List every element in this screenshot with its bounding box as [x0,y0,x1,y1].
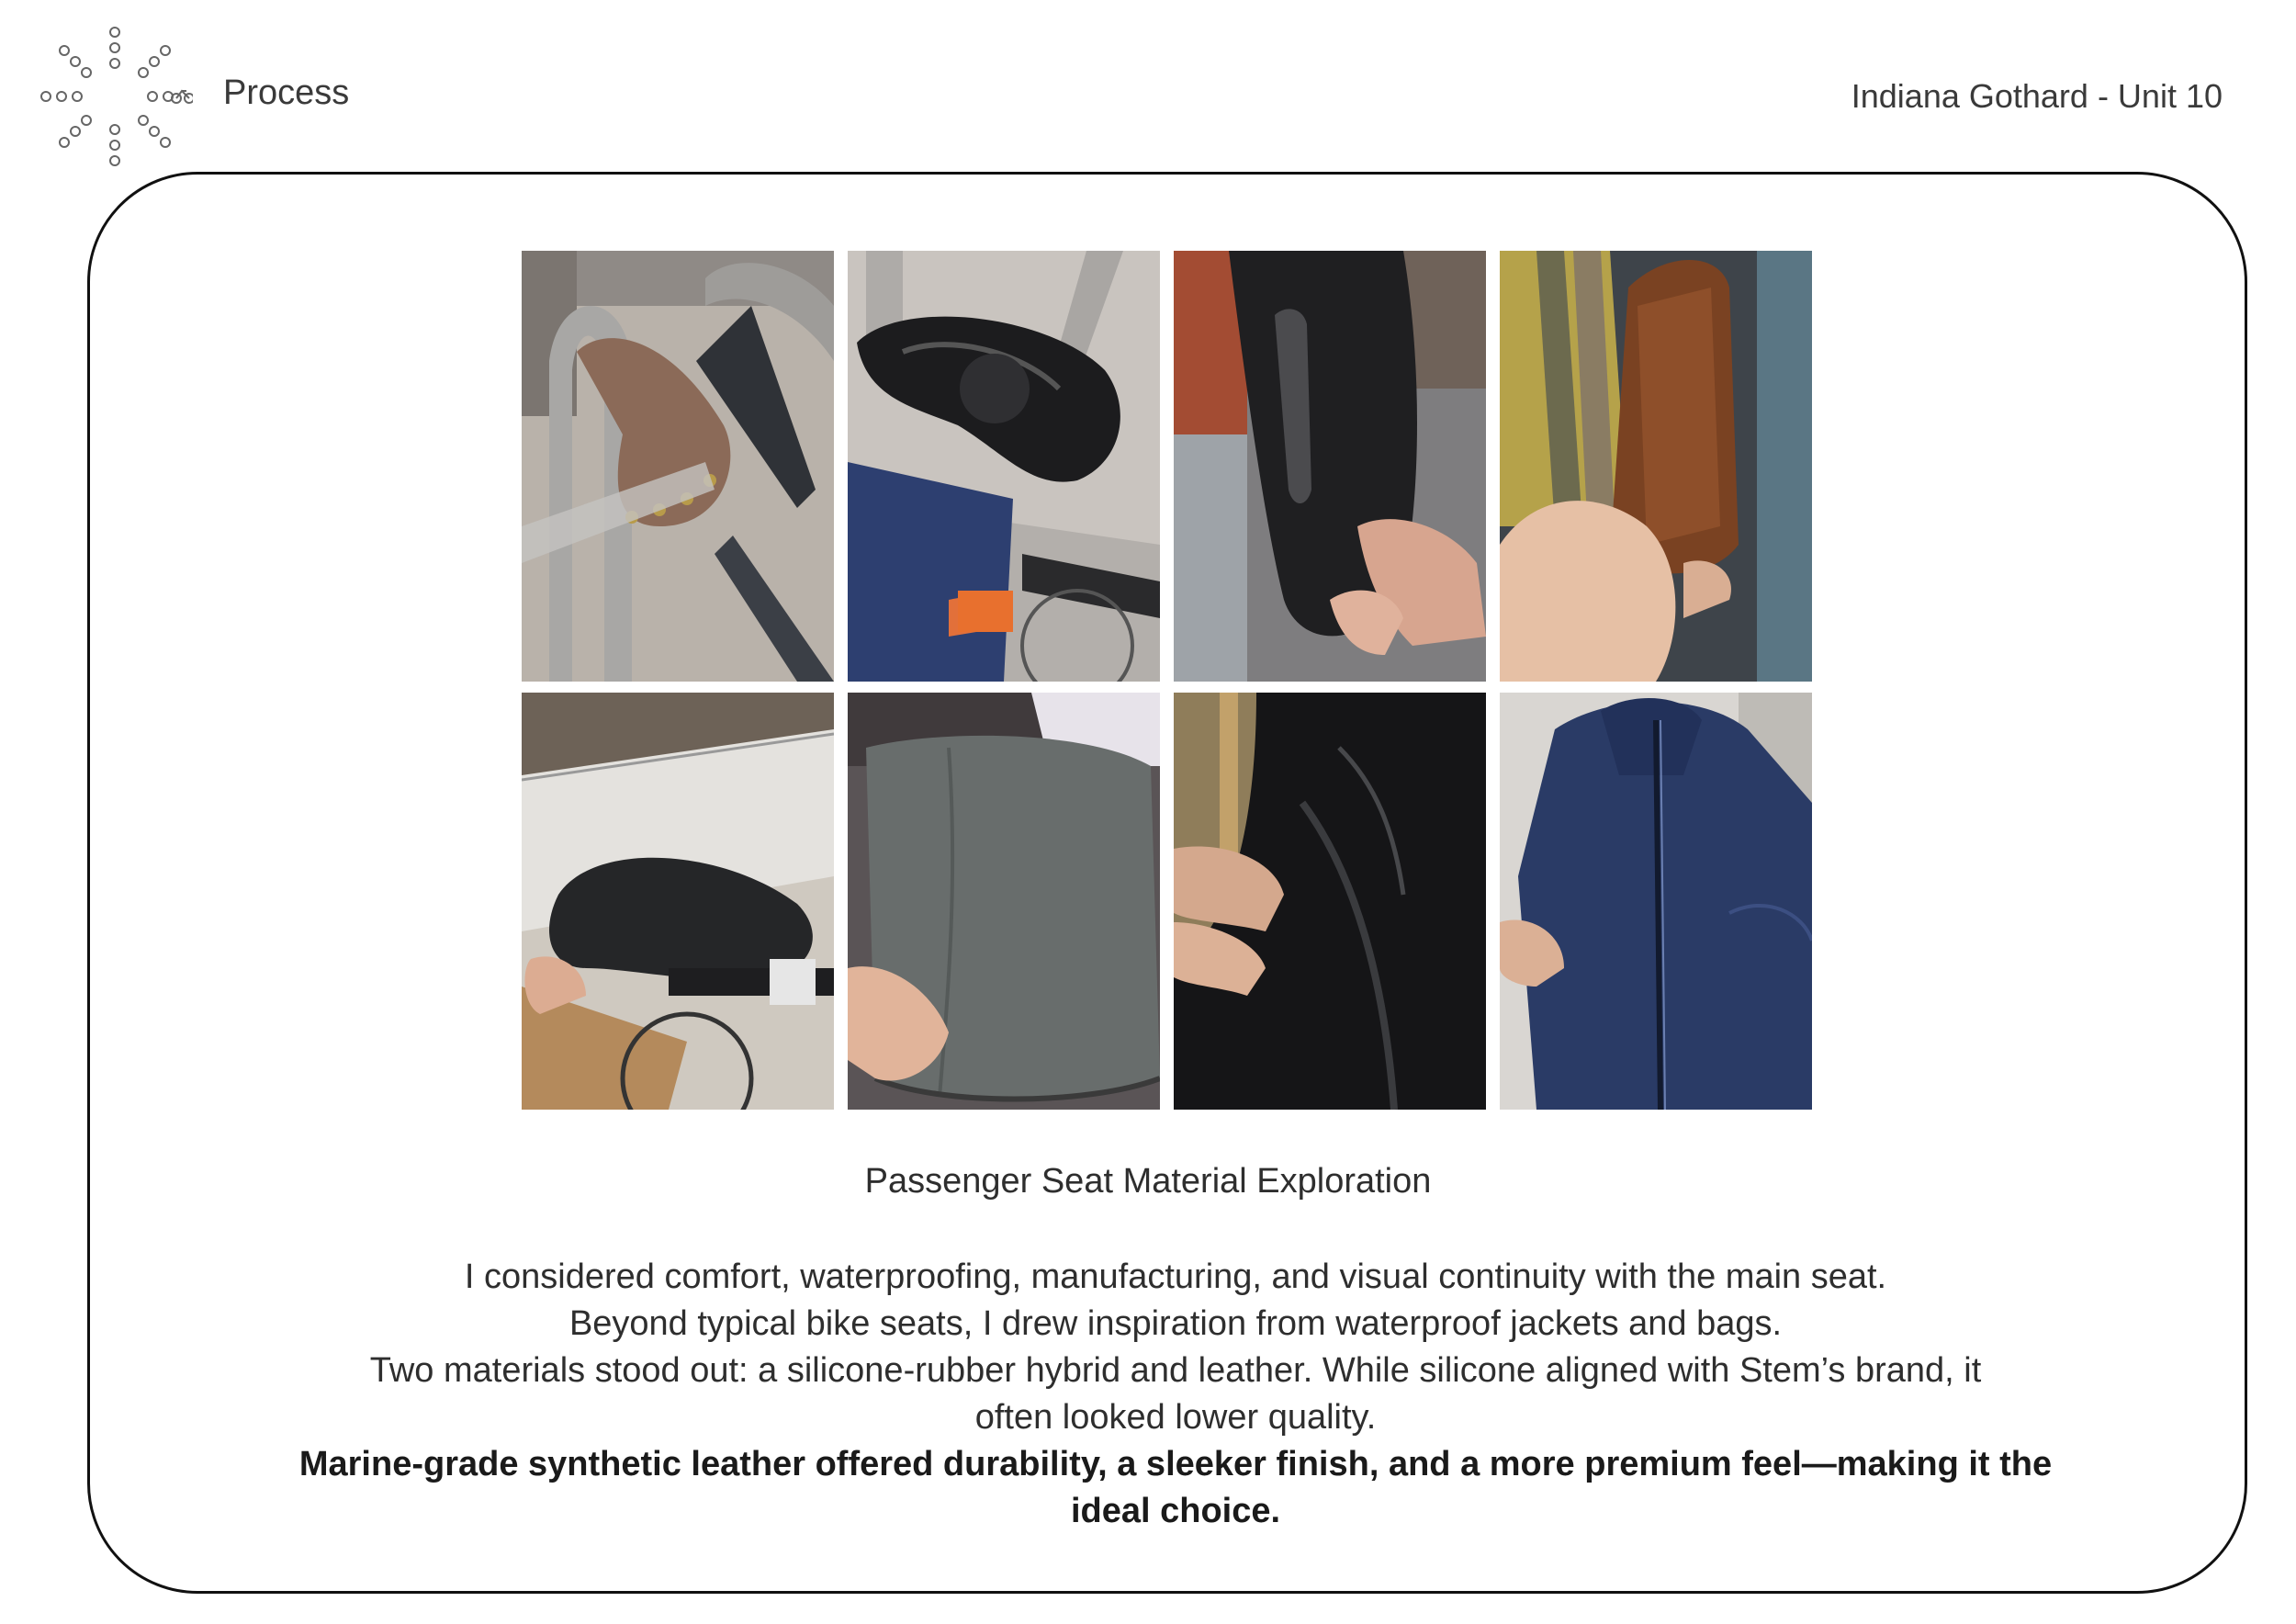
gel-sport-saddle-photo [848,251,1160,682]
leather-swatches-photo [1500,251,1812,682]
description-line: I considered comfort, waterproofing, manufacturing, and visual continuity with the main seat. [464,1257,1887,1296]
description-line: Two materials stood out: a silicone-rubber hybrid and leather. While silicone aligned with Stem’s brand, it [369,1351,1982,1390]
description-line: often looked lower quality. [974,1398,1377,1437]
section-title: Process [223,73,350,112]
photo-grid [522,251,1812,1110]
bicycle-dot-flower-logo [37,23,193,179]
cutout-saddle-photo [1174,251,1486,682]
leather-jacket-photo [1174,693,1486,1110]
matte-saddle-photo [522,693,834,1110]
grey-waterproof-bag-photo [848,693,1160,1110]
description-block [276,1254,2076,1535]
conclusion-statement: Marine-grade synthetic leather offered durability, a sleeker finish, and a more premium feel—making it the ideal choice. [298,1445,2053,1530]
description-line: Beyond typical bike seats, I drew inspiration from waterproof jackets and bags. [568,1304,1783,1343]
gallery-caption: Passenger Seat Material Exploration [864,1162,1432,1201]
author-unit-label: Indiana Gothard - Unit 10 [1851,77,2223,115]
navy-rain-jacket-photo [1500,693,1812,1110]
brown-leather-saddle-photo [522,251,834,682]
